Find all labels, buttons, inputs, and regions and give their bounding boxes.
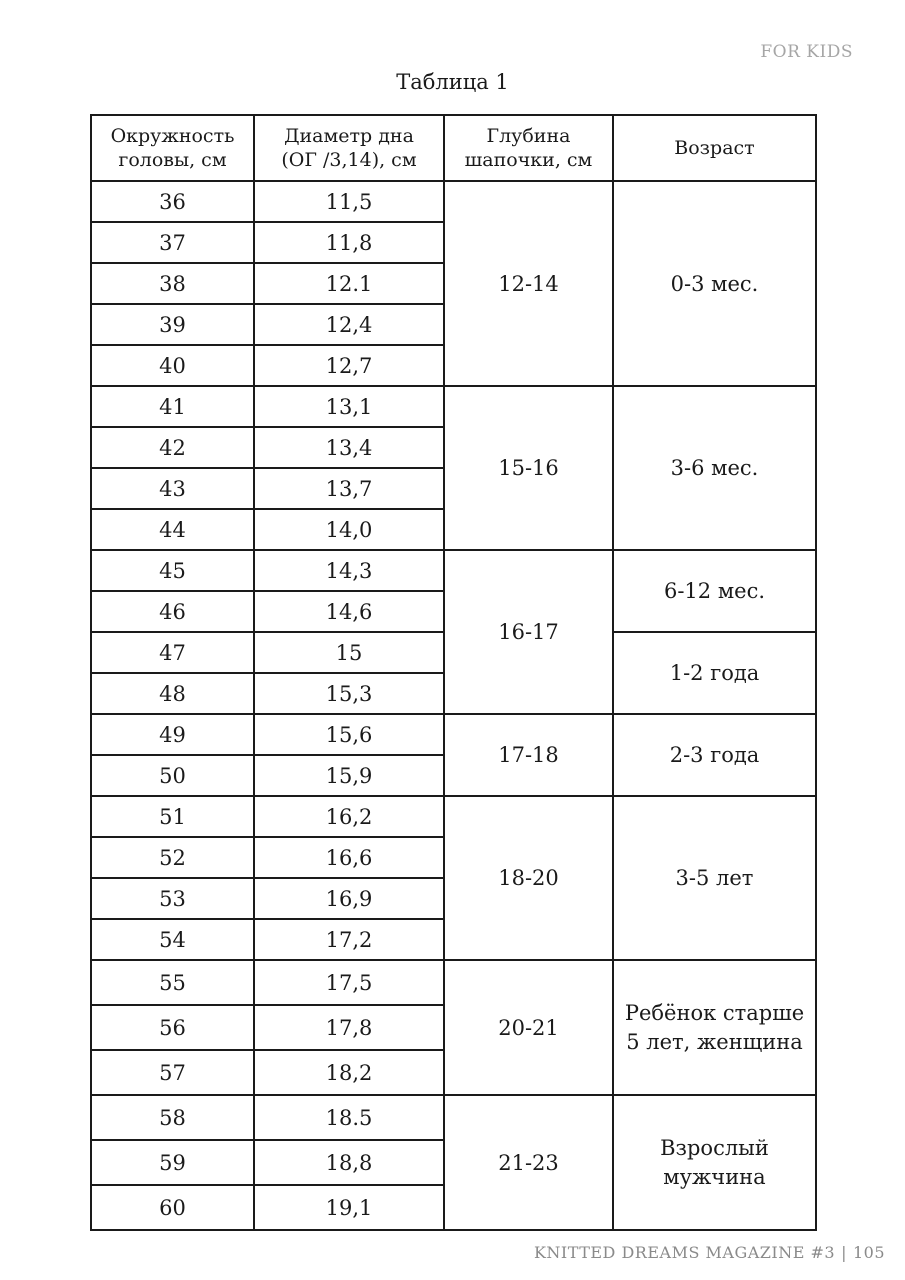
age-cell bbox=[613, 796, 816, 960]
crown-diameter-cell: 13,1 bbox=[254, 386, 444, 427]
table-row bbox=[91, 181, 816, 222]
crown-diameter-cell: 13,7 bbox=[254, 468, 444, 509]
crown-diameter-cell: 15,6 bbox=[254, 714, 444, 755]
crown-diameter-cell: 12,7 bbox=[254, 345, 444, 386]
table-row bbox=[91, 550, 816, 591]
crown-diameter-cell: 18.5 bbox=[254, 1095, 444, 1140]
head-circumference-cell: 37 bbox=[91, 222, 254, 263]
head-circumference-cell: 52 bbox=[91, 837, 254, 878]
age-cell bbox=[613, 181, 816, 386]
head-circumference-cell: 38 bbox=[91, 263, 254, 304]
head-circumference-cell: 47 bbox=[91, 632, 254, 673]
section-tag: FOR KIDS bbox=[760, 42, 853, 62]
crown-diameter-cell: 14,6 bbox=[254, 591, 444, 632]
header-hat-depth: Глубина шапочки, см bbox=[444, 115, 613, 181]
age-label-line: 0-3 мес. bbox=[670, 271, 759, 296]
age-label-line: мужчина bbox=[663, 1164, 766, 1189]
head-circumference-cell: 57 bbox=[91, 1050, 254, 1095]
crown-diameter-cell: 14,0 bbox=[254, 509, 444, 550]
footer-magazine-name: KNITTED DREAMS MAGAZINE #3 bbox=[533, 1243, 836, 1262]
crown-diameter-cell: 18,2 bbox=[254, 1050, 444, 1095]
head-circumference-cell: 55 bbox=[91, 960, 254, 1005]
crown-diameter-cell: 16,2 bbox=[254, 796, 444, 837]
age-cell bbox=[613, 386, 816, 550]
hat-depth-cell: 16-17 bbox=[444, 550, 613, 714]
table-row bbox=[91, 386, 816, 427]
hat-depth-cell: 20-21 bbox=[444, 960, 613, 1095]
age-label-line: 3-6 мес. bbox=[670, 456, 759, 480]
head-circumference-cell: 40 bbox=[91, 345, 254, 386]
head-circumference-cell: 41 bbox=[91, 386, 254, 427]
crown-diameter-cell: 14,3 bbox=[254, 550, 444, 591]
head-circumference-cell: 50 bbox=[91, 755, 254, 796]
hat-depth-cell: 18-20 bbox=[444, 796, 613, 960]
table-row bbox=[91, 796, 816, 837]
head-circumference-cell: 59 bbox=[91, 1140, 254, 1185]
head-circumference-cell: 58 bbox=[91, 1095, 254, 1140]
head-circumference-cell: 45 bbox=[91, 550, 254, 591]
crown-diameter-cell: 16,6 bbox=[254, 837, 444, 878]
head-circumference-cell: 46 bbox=[91, 591, 254, 632]
head-circumference-cell: 44 bbox=[91, 509, 254, 550]
head-circumference-cell: 53 bbox=[91, 878, 254, 919]
page-footer bbox=[534, 1243, 885, 1262]
head-circumference-cell: 39 bbox=[91, 304, 254, 345]
hat-depth-cell: 12-14 bbox=[444, 181, 613, 386]
footer-separator: | bbox=[841, 1243, 847, 1262]
crown-diameter-cell: 15 bbox=[254, 632, 444, 673]
header-head-circumference: Окружность головы, см bbox=[91, 115, 254, 181]
age-label-line: 2-3 года bbox=[669, 743, 760, 767]
hat-depth-cell: 21-23 bbox=[444, 1095, 613, 1230]
table-row bbox=[91, 1095, 816, 1140]
head-circumference-cell: 56 bbox=[91, 1005, 254, 1050]
crown-diameter-cell: 11,8 bbox=[254, 222, 444, 263]
hat-depth-cell: 17-18 bbox=[444, 714, 613, 796]
header-age: Возраст bbox=[613, 115, 816, 181]
age-cell bbox=[613, 1095, 816, 1230]
crown-diameter-cell: 17,2 bbox=[254, 919, 444, 960]
age-label-line: 5 лет, женщина bbox=[626, 1029, 803, 1054]
crown-diameter-cell: 16,9 bbox=[254, 878, 444, 919]
crown-diameter-cell: 18,8 bbox=[254, 1140, 444, 1185]
crown-diameter-cell: 11,5 bbox=[254, 181, 444, 222]
head-circumference-cell: 54 bbox=[91, 919, 254, 960]
head-circumference-cell: 51 bbox=[91, 796, 254, 837]
crown-diameter-cell: 15,3 bbox=[254, 673, 444, 714]
table-body bbox=[91, 181, 816, 1230]
age-label-line: 3-5 лет bbox=[675, 866, 754, 890]
header-crown-diameter: Диаметр дна (ОГ /3,14), см bbox=[254, 115, 444, 181]
crown-diameter-cell: 19,1 bbox=[254, 1185, 444, 1230]
age-cell bbox=[613, 632, 816, 714]
page-number: 105 bbox=[852, 1243, 885, 1262]
crown-diameter-cell: 17,5 bbox=[254, 960, 444, 1005]
table-row bbox=[91, 960, 816, 1005]
crown-diameter-cell: 12,4 bbox=[254, 304, 444, 345]
head-circumference-cell: 43 bbox=[91, 468, 254, 509]
head-circumference-cell: 49 bbox=[91, 714, 254, 755]
age-cell bbox=[613, 550, 816, 632]
age-label-line: Ребёнок старше bbox=[624, 1000, 805, 1025]
age-label-line: 1-2 года bbox=[669, 661, 760, 685]
head-circumference-cell: 48 bbox=[91, 673, 254, 714]
table-row bbox=[91, 714, 816, 755]
crown-diameter-cell: 12.1 bbox=[254, 263, 444, 304]
age-cell bbox=[613, 714, 816, 796]
crown-diameter-cell: 17,8 bbox=[254, 1005, 444, 1050]
age-label-line: Взрослый bbox=[660, 1135, 769, 1160]
age-label-line: 6-12 мес. bbox=[663, 579, 766, 603]
hat-size-table bbox=[90, 114, 817, 1231]
hat-depth-cell: 15-16 bbox=[444, 386, 613, 550]
head-circumference-cell: 36 bbox=[91, 181, 254, 222]
age-cell bbox=[613, 960, 816, 1095]
table-title: Таблица 1 bbox=[396, 70, 509, 94]
crown-diameter-cell: 13,4 bbox=[254, 427, 444, 468]
head-circumference-cell: 42 bbox=[91, 427, 254, 468]
table-header-row bbox=[91, 115, 816, 181]
head-circumference-cell: 60 bbox=[91, 1185, 254, 1230]
crown-diameter-cell: 15,9 bbox=[254, 755, 444, 796]
